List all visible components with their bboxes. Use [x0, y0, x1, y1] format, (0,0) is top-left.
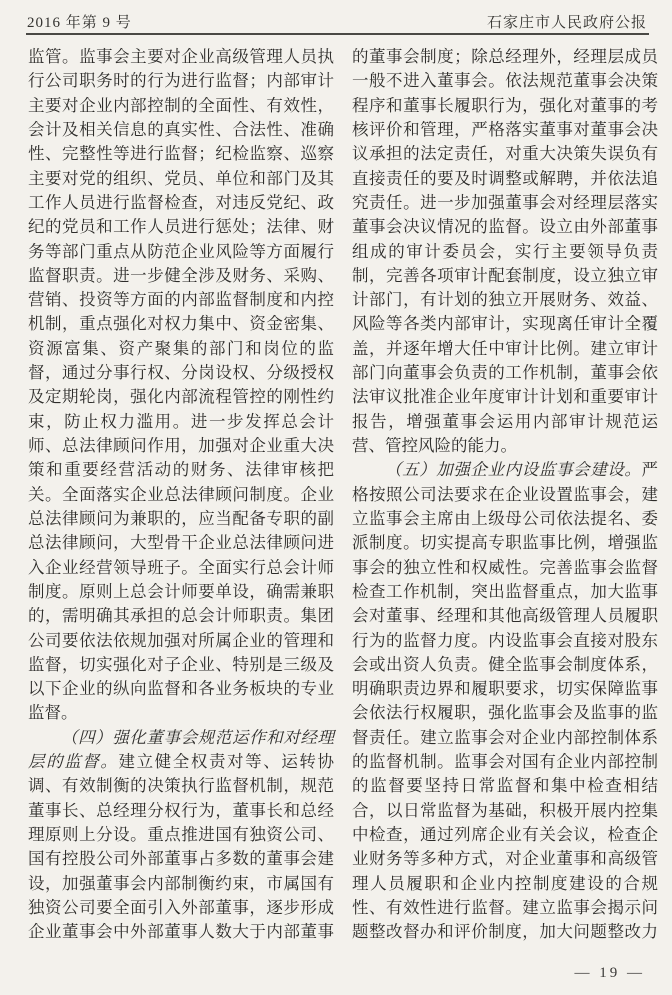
body-text: 入企业经营领导班子。全面实行总会计师	[28, 557, 334, 577]
body-text: 题整改督办和评价制度，加大问题整改力	[352, 922, 658, 942]
body-text: 策和重要经营活动的财务、法律审核把	[28, 460, 334, 480]
text-line	[28, 458, 334, 482]
text-line	[352, 434, 658, 458]
body-text: 检查工作机制，突出监督重点，加大监事	[352, 581, 658, 601]
text-line	[28, 94, 334, 118]
body-text: 理人员履职和企业内控制度建设的合规	[352, 873, 658, 893]
text-line	[28, 191, 334, 215]
text-line	[28, 872, 334, 896]
section-heading-text: （五）加强企业内设监事会建设。	[385, 460, 642, 480]
text-line	[28, 604, 334, 628]
text-line	[28, 361, 334, 385]
text-line	[352, 45, 658, 69]
body-text: 监督。	[28, 703, 78, 723]
body-text: 主要对企业内部控制的全面性、有效性，	[28, 95, 334, 115]
text-line	[352, 920, 658, 944]
text-line	[28, 847, 334, 871]
text-line	[28, 701, 334, 725]
text-line	[352, 410, 658, 434]
body-text: 关。全面落实企业总法律顾问制度。企业	[28, 484, 334, 504]
text-line	[28, 580, 334, 604]
body-text: 会对董事、经理和其他高级管理人员履职	[352, 606, 658, 626]
body-text: 直接责任的要及时调整或解聘，并依法追	[352, 168, 658, 188]
text-line	[28, 434, 334, 458]
body-text: 设，加强董事会内部制衡约束，市属国有	[28, 873, 334, 893]
text-line	[28, 142, 334, 166]
body-text: 部门向董事会负责的工作机制，董事会依	[352, 363, 658, 383]
text-line	[28, 774, 334, 798]
body-text: 计部门，有计划的独立开展财务、效益、	[352, 290, 658, 310]
page-header	[27, 11, 647, 32]
body-text: 董事长、总经理分权行为，董事长和总经	[28, 800, 334, 820]
text-line	[28, 288, 334, 312]
body-text: 主要对党的组织、党员、单位和部门及其	[28, 168, 334, 188]
text-line	[352, 629, 658, 653]
body-text: 营销、投资等方面的内部监督制度和内控	[28, 290, 334, 310]
text-line	[352, 337, 658, 361]
body-text: 理原则上分设。重点推进国有独资公司、	[28, 825, 334, 844]
text-line	[352, 385, 658, 409]
body-text: 事会的独立性和权威性。完善监事会监督	[352, 557, 658, 577]
page-number: — 19 —	[574, 965, 645, 981]
body-text: 风险等各类内部审计，实现离任审计全覆	[352, 314, 658, 334]
article-body	[28, 45, 658, 945]
text-line	[28, 629, 334, 653]
body-text: 明确职责边界和履职要求，切实保障监事	[352, 679, 658, 699]
text-line	[352, 677, 658, 701]
text-line	[28, 215, 334, 239]
text-line	[352, 847, 658, 871]
body-text: 合，以日常监督为基础，积极开展内控集	[352, 800, 658, 820]
text-line	[352, 896, 658, 920]
text-line	[352, 872, 658, 896]
body-text: 立监事会主席由上级母公司依法提名、委	[352, 508, 658, 528]
text-line	[352, 191, 658, 215]
text-line	[28, 823, 334, 847]
body-text: 会依法行权履职，强化监事会及监事的监	[352, 703, 658, 723]
body-text: 制，完善各项审计配套制度，设立独立审	[352, 265, 658, 285]
body-text: 以下企业的纵向监督和各业务板块的专业	[28, 679, 334, 699]
text-line	[28, 312, 334, 336]
text-line	[352, 142, 658, 166]
body-text: 师、总法律顾问作用，加强对企业重大决	[28, 436, 334, 455]
body-text: 性、完整性等进行监督；纪检监察、巡察	[28, 144, 334, 164]
body-text: 资源富集、资产聚集的部门和岗位的监	[28, 338, 334, 358]
text-line	[352, 288, 658, 312]
text-line	[28, 920, 334, 944]
body-text: 制度。原则上总会计师要单设，确需兼职	[28, 581, 334, 601]
body-text: 机制，重点强化对权力集中、资金密集、	[28, 314, 334, 334]
body-text: 独资公司要全面引入外部董事，逐步形成	[28, 897, 334, 917]
text-line	[352, 312, 658, 336]
text-line	[28, 483, 334, 507]
text-column-right	[352, 45, 658, 945]
body-text: 行为的监督力度。内设监事会直接对股东	[352, 630, 658, 650]
body-text: 公司要依法依规加强对所属企业的管理和	[28, 630, 334, 650]
body-text: 议承担的法定责任，对重大决策失误负有	[352, 144, 658, 164]
text-line	[28, 45, 334, 69]
text-line	[352, 701, 658, 725]
body-text: 严	[641, 460, 658, 480]
text-line	[28, 750, 334, 774]
page-footer	[575, 965, 646, 982]
body-text: 报告，增强董事会运用内部审计规范运	[352, 411, 658, 431]
text-line	[28, 410, 334, 434]
body-text: 监管。监事会主要对企业高级管理人员执	[28, 47, 334, 66]
body-text: 董事会决议情况的监督。设立由外部董事	[352, 217, 658, 237]
body-text: 会计及相关信息的真实性、合法性、准确	[28, 119, 334, 139]
section-heading-text: （四）强化董事会规范运作和对经理	[61, 727, 334, 747]
issue-number: 2016 年第 9 号	[27, 15, 132, 31]
text-line	[352, 531, 658, 555]
body-text: 中检查，通过列席企业有关会议，检查企	[352, 825, 658, 844]
body-text: 格按照公司法要求在企业设置监事会，建	[352, 484, 658, 504]
body-text: 纪的党员和工作人员进行惩处；法律、财	[28, 217, 334, 237]
body-text: 工作人员进行监督检查，对违反党纪、政	[28, 192, 334, 212]
body-text: 业财务等多种方式，对企业董事和高级管	[352, 849, 658, 869]
text-line	[352, 69, 658, 93]
text-column-left	[28, 45, 334, 945]
text-line	[28, 240, 334, 264]
text-line	[352, 774, 658, 798]
body-text: 企业董事会中外部董事人数大于内部董事	[28, 922, 334, 942]
text-line	[28, 726, 334, 750]
text-line	[352, 167, 658, 191]
body-text: 一般不进入董事会。依法规范董事会决策	[352, 71, 658, 91]
text-line	[352, 264, 658, 288]
text-line	[28, 653, 334, 677]
body-text: 监督职责。进一步健全涉及财务、采购、	[28, 265, 334, 285]
body-text: 会或出资人负责。健全监事会制度体系，	[352, 654, 658, 674]
text-line	[352, 750, 658, 774]
body-text: 束，防止权力滥用。进一步发挥总会计	[28, 411, 334, 431]
body-text: 建立健全权责对等、运转协	[118, 752, 334, 772]
body-text: 核评价和管理，严格落实董事对董事会决	[352, 119, 658, 139]
body-text: 盖，并逐年增大任中审计比例。建立审计	[352, 338, 658, 358]
section-heading-text: 层的监督。	[28, 752, 119, 772]
body-text: 总法律顾问为兼职的，应当配备专职的副	[28, 508, 334, 528]
text-line	[352, 726, 658, 750]
text-line	[28, 69, 334, 93]
body-text: 法审议批准企业年度审计计划和重要审计	[352, 387, 658, 407]
body-text: 的董事会制度；除总经理外，经理层成员	[352, 47, 658, 66]
body-text: 行公司职务时的行为进行监督；内部审计	[28, 71, 334, 91]
text-line	[352, 507, 658, 531]
text-line	[352, 118, 658, 142]
body-text: 性、有效性进行监督。建立监事会揭示问	[352, 897, 658, 917]
text-line	[28, 556, 334, 580]
body-text: 务等部门重点从防范企业风险等方面履行	[28, 241, 334, 261]
text-line	[28, 264, 334, 288]
text-line	[28, 167, 334, 191]
body-text: 的监督机制。监事会对国有企业内部控制	[352, 752, 658, 772]
text-line	[28, 337, 334, 361]
text-line	[352, 556, 658, 580]
text-line	[352, 215, 658, 239]
body-text: 程序和董事长履职行为，强化对董事的考	[352, 95, 658, 115]
text-line	[352, 580, 658, 604]
text-line	[28, 507, 334, 531]
text-line	[28, 677, 334, 701]
header-rule	[26, 33, 649, 35]
body-text: 营、管控风险的能力。	[352, 436, 517, 455]
text-line	[352, 240, 658, 264]
body-text: 组成的审计委员会，实行主要领导负责	[352, 241, 658, 261]
text-line	[352, 823, 658, 847]
publication-title: 石家庄市人民政府公报	[486, 15, 647, 31]
body-text: 及定期轮岗，强化内部流程管控的刚性约	[28, 387, 334, 407]
body-text: 督，通过分事行权、分岗设权、分级授权	[28, 363, 334, 383]
body-text: 究责任。进一步加强董事会对经理层落实	[352, 192, 658, 212]
text-line	[28, 118, 334, 142]
text-line	[352, 458, 658, 482]
body-text: 督责任。建立监事会对企业内部控制体系	[352, 727, 658, 747]
text-line	[28, 799, 334, 823]
text-line	[352, 799, 658, 823]
body-text: 的监督要坚持日常监督和集中检查相结	[352, 776, 658, 796]
text-line	[28, 531, 334, 555]
body-text: 国有控股公司外部董事占多数的董事会建	[28, 849, 334, 869]
body-text: 的，需明确其承担的总会计师职责。集团	[28, 606, 334, 626]
body-text: 派制度。切实提高专职监事比例，增强监	[352, 533, 658, 553]
text-line	[352, 483, 658, 507]
text-line	[352, 604, 658, 628]
text-line	[352, 653, 658, 677]
text-line	[352, 94, 658, 118]
text-line	[28, 385, 334, 409]
body-text: 调、有效制衡的决策执行监督机制，规范	[28, 776, 334, 796]
text-line	[352, 361, 658, 385]
text-line	[28, 896, 334, 920]
body-text: 监督，切实强化对子企业、特别是三级及	[28, 654, 334, 674]
body-text: 总法律顾问，大型骨干企业总法律顾问进	[28, 533, 334, 553]
